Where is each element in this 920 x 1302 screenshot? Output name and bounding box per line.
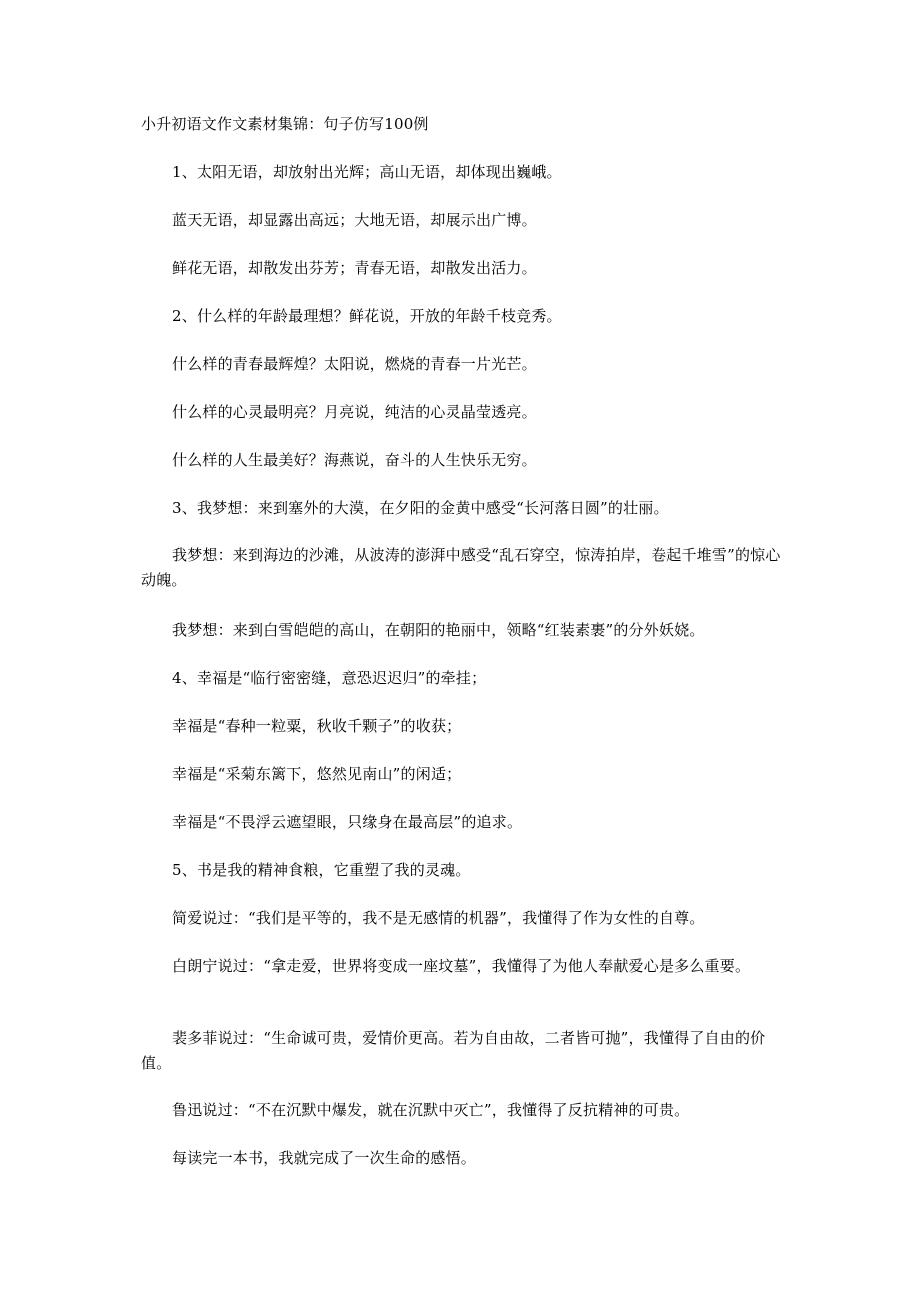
- paragraph: 我梦想：来到白雪皑皑的高山，在朝阳的艳丽中，领略“红装素裹”的分外妖娆。: [172, 621, 705, 639]
- paragraph: 简爱说过：“我们是平等的，我不是无感情的机器”，我懂得了作为女性的自尊。: [172, 909, 705, 927]
- paragraph: 裴多菲说过：“生命诚可贵，爱情价更高。若为自由故，二者皆可抛”，我懂得了自由的价值。: [141, 1029, 766, 1072]
- paragraph: 4、幸福是“临行密密缝，意恐迟迟归”的牵挂；: [172, 669, 487, 687]
- paragraph: 什么样的心灵最明亮？月亮说，纯洁的心灵晶莹透亮。: [172, 403, 537, 421]
- paragraph: 幸福是“不畏浮云遮望眼，只缘身在最高层”的追求。: [172, 813, 523, 831]
- document-title: 小升初语文作文素材集锦：句子仿写100例: [141, 115, 429, 133]
- paragraph: 蓝天无语，却显露出高远；大地无语，却展示出广博。: [172, 211, 537, 229]
- paragraph: 幸福是“春种一粒粟，秋收千颗子”的收获；: [172, 717, 462, 735]
- paragraph: 1、太阳无语，却放射出光辉；高山无语，却体现出巍峨。: [172, 163, 562, 181]
- paragraph: 2、什么样的年龄最理想？鲜花说，开放的年龄千枝竞秀。: [172, 307, 562, 325]
- paragraph: 白朗宁说过：“拿走爱，世界将变成一座坟墓”，我懂得了为他人奉献爱心是多么重要。: [172, 957, 751, 975]
- paragraph: 鲁迅说过：“不在沉默中爆发，就在沉默中灭亡”，我懂得了反抗精神的可贵。: [172, 1101, 690, 1119]
- paragraph: 什么样的人生最美好？海燕说，奋斗的人生快乐无穷。: [172, 451, 537, 469]
- paragraph: 5、书是我的精神食粮，它重塑了我的灵魂。: [172, 861, 471, 879]
- paragraph: 每读完一本书，我就完成了一次生命的感悟。: [172, 1149, 477, 1167]
- paragraph: 鲜花无语，却散发出芬芳；青春无语，却散发出活力。: [172, 259, 537, 277]
- paragraph: 我梦想：来到海边的沙滩，从波涛的澎湃中感受“乱石穿空，惊涛拍岸，卷起千堆雪”的惊心动魄。: [141, 546, 781, 589]
- paragraph: 3、我梦想：来到塞外的大漠，在夕阳的金黄中感受“长河落日圆”的壮丽。: [172, 499, 669, 517]
- paragraph: 什么样的青春最辉煌？太阳说，燃烧的青春一片光芒。: [172, 355, 537, 373]
- paragraph: 幸福是“采菊东篱下，悠然见南山”的闲适；: [172, 765, 462, 783]
